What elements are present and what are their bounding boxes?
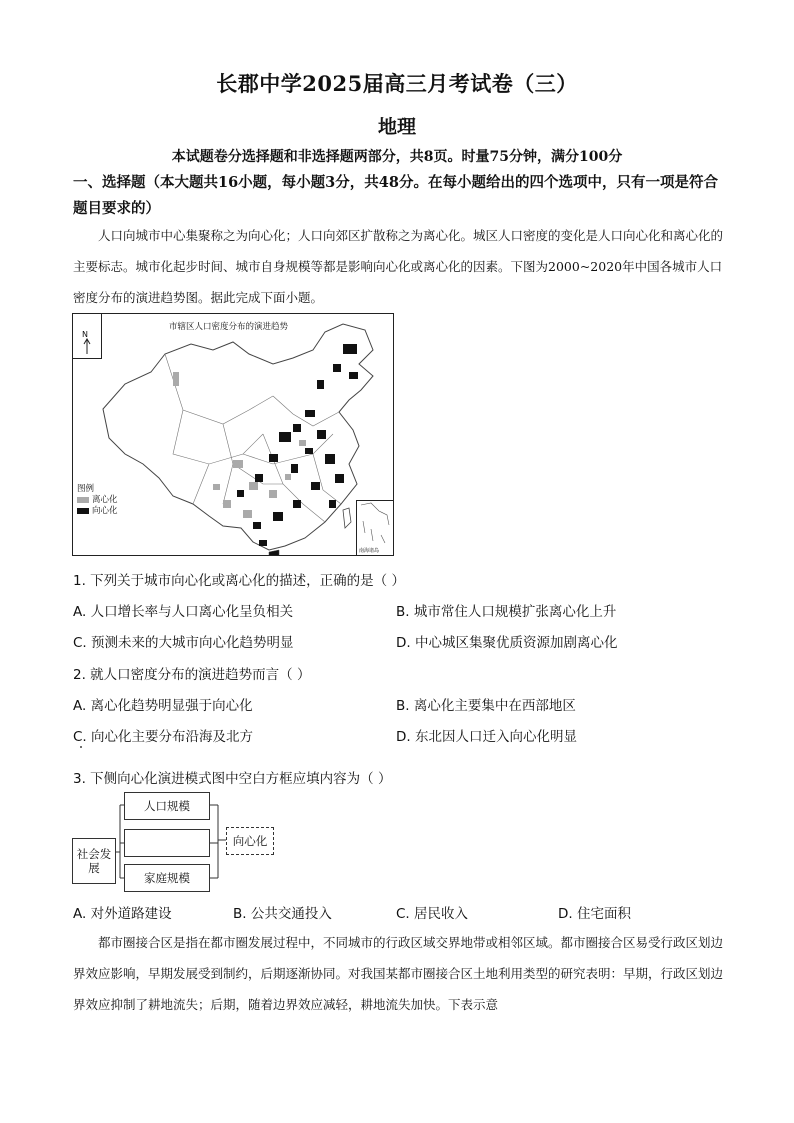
centripetal-patch xyxy=(269,454,278,462)
centripetal-patch xyxy=(293,424,301,432)
centripetal-patch xyxy=(255,474,263,482)
legend-label: 向心化 xyxy=(92,506,118,516)
centripetal-patch xyxy=(325,454,335,464)
centripetal-patch xyxy=(335,474,344,483)
china-map-drawing xyxy=(73,314,394,556)
q1-option-d[interactable]: D. 中心城区集聚优质资源加剧离心化 xyxy=(396,635,618,651)
q1-option-a[interactable]: A. 人口增长率与人口离心化呈负相关 xyxy=(73,604,294,620)
centripetal-patch xyxy=(343,344,357,354)
question-1-stem: 1. 下列关于城市向心化或离心化的描述，正确的是（ ） xyxy=(73,573,405,589)
centrifugal-patch xyxy=(213,484,220,490)
centripetal-patch xyxy=(349,372,358,379)
q1-option-c[interactable]: C. 预测未来的大城市向心化趋势明显 xyxy=(73,635,294,651)
centripetal-patch xyxy=(291,464,298,473)
diagram-box-social-development: 社会发展 xyxy=(72,838,116,884)
centripetal-patch xyxy=(329,500,336,508)
centripetal-patch xyxy=(311,482,320,490)
centripetal-patch xyxy=(237,490,244,497)
exam-title: 长郡中学2025届高三月考试卷（三） xyxy=(216,71,578,96)
legend-label: 离心化 xyxy=(92,495,118,505)
centrifugal-patch xyxy=(233,460,243,468)
legend-item-centripetal xyxy=(77,506,118,517)
map-legend xyxy=(77,484,118,517)
south-china-sea-inset xyxy=(356,500,393,555)
passage-1: 人口向城市中心集聚称之为向心化；人口向郊区扩散称之为离心化。城区人口密度的变化是人口向心化和离心化的主要标志。城市化起步时间、城市自身规模等都是影响向心化或离心化的因素。下图为2000~2020年中国各城市人口密度分布的演进趋势图。据此完成下面小题。 xyxy=(73,228,724,305)
centripetal-patch xyxy=(259,540,267,546)
inset-label: 南海诸岛 xyxy=(359,548,380,554)
hainan-island xyxy=(269,550,279,556)
q3-option-a[interactable]: A. 对外道路建设 xyxy=(73,906,172,922)
section-heading: 一、选择题（本大题共16小题，每小题3分，共48分。在每小题给出的四个选项中，只有一项是符合题目要求的） xyxy=(73,174,718,217)
q2-option-d[interactable]: D. 东北因人口迁入向心化明显 xyxy=(396,729,577,745)
passage-2: 都市圈接合区是指在都市圈发展过程中，不同城市的行政区域交界地带或相邻区域。都市圈接合区易受行政区划边界效应影响，早期发展受到制约，后期逐渐协同。对我国某都市圈接合区土地利用类型的研究表明：早期，行政区划边界效应抑制了耕地流失；后期，随着边界效应减轻，耕地流失加快。下表示意 xyxy=(73,935,724,1012)
stray-dot xyxy=(80,746,82,748)
q2-option-b[interactable]: B. 离心化主要集中在西部地区 xyxy=(396,698,576,714)
question-2-stem: 2. 就人口密度分布的演进趋势而言（ ） xyxy=(73,667,311,683)
q1-option-b[interactable]: B. 城市常住人口规模扩张离心化上升 xyxy=(396,604,617,620)
centrifugal-patch xyxy=(173,372,179,386)
diagram-box-population-size: 人口规模 xyxy=(124,792,210,820)
centripetal-patch xyxy=(305,448,313,454)
centripetal-patch xyxy=(305,410,315,417)
centrifugal-patch xyxy=(285,474,291,480)
population-density-map xyxy=(72,313,394,556)
centripetal-patch xyxy=(293,500,301,508)
centripetal-patch xyxy=(273,512,283,521)
diagram-box-blank xyxy=(124,829,210,857)
centrifugal-patch xyxy=(249,482,258,490)
diagram-box-household-size: 家庭规模 xyxy=(124,864,210,892)
subject-title: 地理 xyxy=(377,116,416,138)
q3-option-c[interactable]: C. 居民收入 xyxy=(396,906,469,922)
arrow-up-icon xyxy=(73,314,101,358)
china-outline xyxy=(103,324,373,550)
centrifugal-patch xyxy=(299,440,306,446)
centripetal-patch xyxy=(253,522,261,529)
taiwan-island xyxy=(343,508,351,528)
swatch-icon xyxy=(77,497,89,503)
north-label: N xyxy=(82,330,88,339)
diagram-box-centripetal: 向心化 xyxy=(226,827,274,855)
question-3-stem: 3. 下侧向心化演进模式图中空白方框应填内容为（ ） xyxy=(73,771,392,787)
centripetal-patch xyxy=(279,432,291,442)
centripetal-patch xyxy=(333,364,341,372)
legend-title: 图例 xyxy=(77,484,95,494)
centrifugal-patch xyxy=(243,510,252,518)
swatch-icon xyxy=(77,508,89,514)
centrifugal-patch xyxy=(223,500,231,508)
exam-note: 本试题卷分选择题和非选择题两部分，共8页。时量75分钟，满分100分 xyxy=(171,149,623,165)
q3-option-b[interactable]: B. 公共交通投入 xyxy=(233,906,332,922)
q3-option-d[interactable]: D. 住宅面积 xyxy=(558,906,631,922)
centripetal-patch xyxy=(317,380,324,389)
q2-option-a[interactable]: A. 离心化趋势明显强于向心化 xyxy=(73,698,253,714)
map-title: 市辖区人口密度分布的演进趋势 xyxy=(169,322,289,332)
centrifugal-patch xyxy=(269,490,277,498)
north-arrow xyxy=(73,314,102,359)
legend-item-centrifugal xyxy=(77,495,118,506)
centripetal-patch xyxy=(317,430,326,439)
q2-option-c[interactable]: C. 向心化主要分布沿海及北方 xyxy=(73,729,254,745)
